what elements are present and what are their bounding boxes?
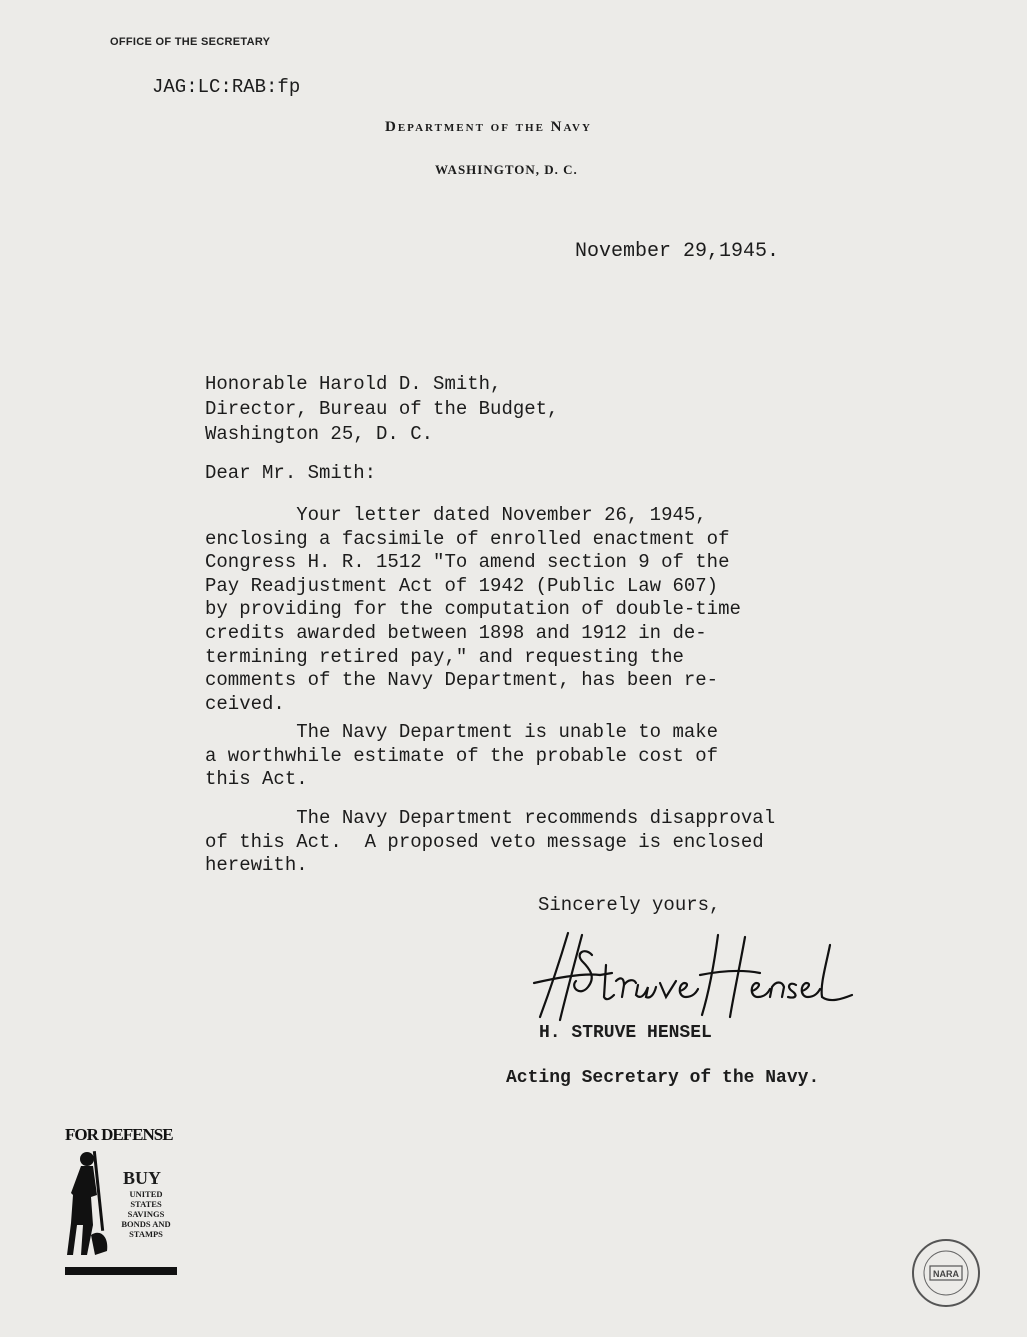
signer-title: Acting Secretary of the Navy.: [506, 1068, 820, 1088]
recipient-address: [205, 372, 558, 447]
closing: Sincerely yours,: [538, 894, 721, 916]
savings-bonds-seal: [65, 1125, 183, 1280]
seal-buy-text: BUY: [123, 1168, 162, 1188]
body-paragraph-2: The Navy Department is unable to make a worthwhile estimate of the probable cost of this Act.: [205, 721, 719, 791]
stamp-text: NARA: [933, 1269, 959, 1279]
letter-date: November 29,1945.: [575, 240, 780, 263]
archive-stamp: [910, 1237, 982, 1309]
body-paragraph-3: The Navy Department recommends disapproval of this Act. A proposed veto message is enclosed herewith.: [205, 807, 776, 877]
recipient-line-1: Honorable Harold D. Smith,: [205, 373, 502, 395]
office-label: OFFICE OF THE SECRETARY: [110, 36, 271, 48]
seal-heading: FOR DEFENSE: [65, 1125, 173, 1144]
reference-code: JAG:LC:RAB:fp: [152, 76, 301, 98]
recipient-line-2: Director, Bureau of the Budget,: [205, 398, 559, 420]
signer-name: H. STRUVE HENSEL: [539, 1023, 712, 1043]
city-heading: WASHINGTON, D. C.: [435, 162, 578, 177]
department-heading: Department of the Navy: [385, 119, 592, 135]
body-paragraph-1: Your letter dated November 26, 1945, enclosing a facsimile of enrolled enactment of Congress H. R. 1512 "To amend section 9 of the Pay Readjustment Act of 1942 (Public Law 607) by providing for the computation of double-time credits awarded between 1898 and 1912 in de- termining retired pay," and requesting the comments of the Navy Department, has been re- ceived.: [205, 504, 741, 715]
recipient-line-3: Washington 25, D. C.: [205, 423, 434, 445]
salutation: Dear Mr. Smith:: [205, 462, 377, 484]
handwritten-signature: [530, 925, 860, 1025]
seal-small-text: UNITED STATES SAVINGS BONDS AND STAMPS: [121, 1189, 171, 1239]
